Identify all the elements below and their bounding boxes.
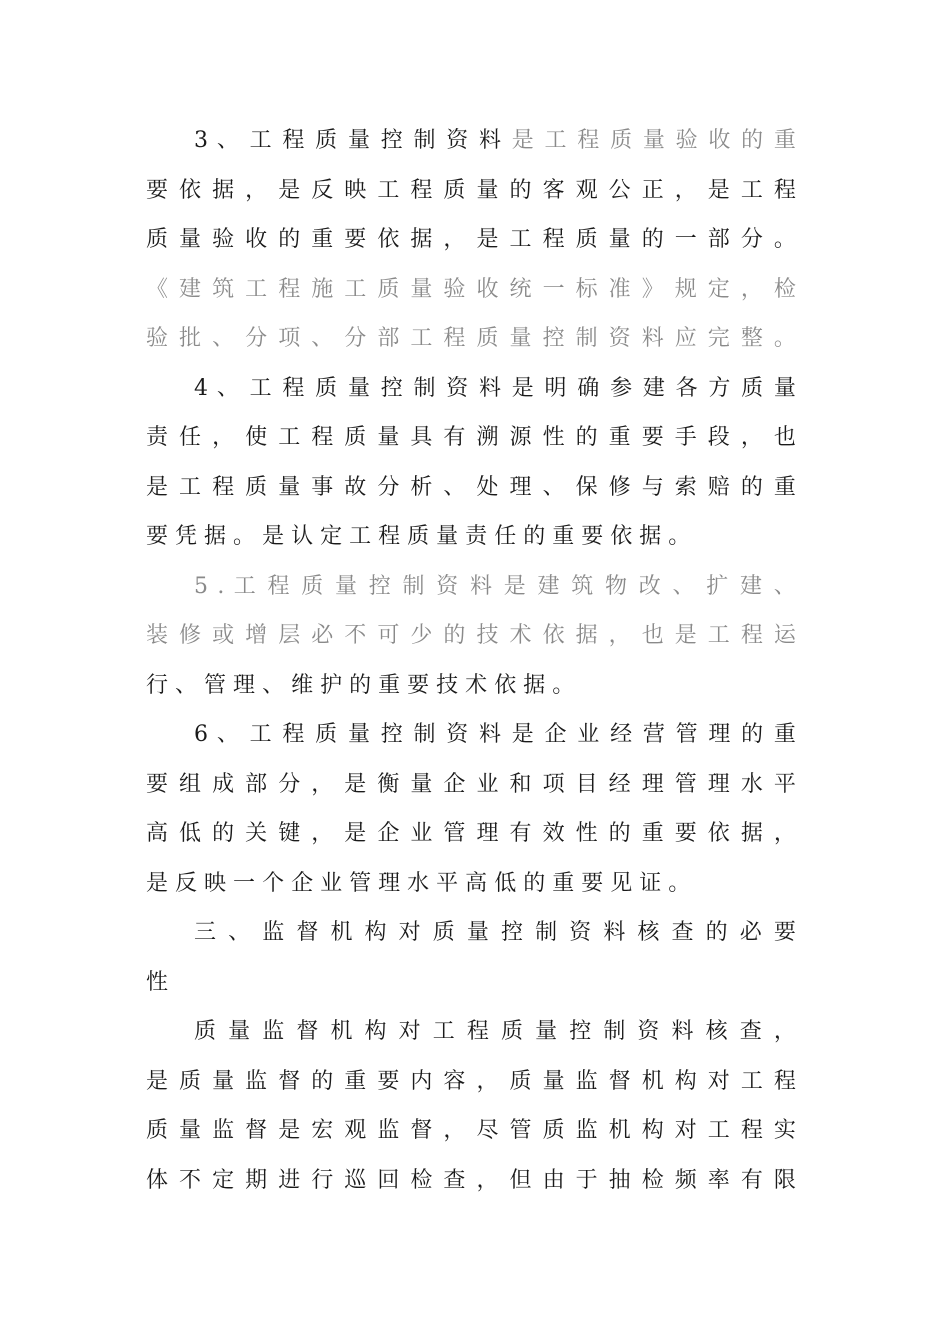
paragraph-6-line-1: 6 、 工 程 质 量 控 制 资 料 是 企 业 经 营 管 理 的 重 [194, 722, 796, 747]
paragraph-7-line-1: 质 量 监 督 机 构 对 工 程 质 量 控 制 资 料 核 查 ， [194, 1019, 796, 1044]
paragraph-4-line-1: 4 、 工 程 质 量 控 制 资 料 是 明 确 参 建 各 方 质 量 [194, 375, 796, 401]
paragraph-3-line-4: 《 建 筑 工 程 施 工 质 量 验 收 统 一 标 准 》 规 定 ， 检 [146, 276, 796, 302]
paragraph-5-line-1: 5 . 工 程 质 量 控 制 资 料 是 建 筑 物 改 、 扩 建 、 [194, 573, 796, 599]
paragraph-3-line-1 [146, 116, 796, 166]
paragraph-7-line-2: 是 质 量 监 督 的 重 要 内 容 ， 质 量 监 督 机 构 对 工 程 [146, 1068, 796, 1094]
paragraph-3-line-5: 验 批 、 分 项 、 分 部 工 程 质 量 控 制 资 料 应 完 整 。 [146, 326, 796, 351]
paragraph-4-line-3: 是 工 程 质 量 事 故 分 析 、 处 理 、 保 修 与 索 赔 的 重 [146, 474, 796, 500]
paragraph-4-line-2: 责 任 ， 使 工 程 质 量 具 有 溯 源 性 的 重 要 手 段 ， 也 [146, 425, 796, 450]
paragraph-5-line-2: 装 修 或 增 层 必 不 可 少 的 技 术 依 据 ， 也 是 工 程 运 [146, 623, 796, 648]
paragraph-5-line-3: 行 、 管 理 、 维 护 的 重 要 技 术 依 据 。 [146, 672, 575, 698]
paragraph-4-line-4: 要 凭 据 。 是 认 定 工 程 质 量 责 任 的 重 要 依 据 。 [146, 524, 691, 549]
section-heading-line-1: 三 、 监 督 机 构 对 质 量 控 制 资 料 核 查 的 必 要 [194, 920, 796, 945]
paragraph-7-line-4: 体 不 定 期 进 行 巡 回 检 查 ， 但 由 于 抽 检 频 率 有 限 [146, 1167, 796, 1193]
document-page [146, 116, 796, 1205]
section-heading-line-2: 性 [146, 969, 169, 995]
paragraph-6-line-2: 要 组 成 部 分 ， 是 衡 量 企 业 和 项 目 经 理 管 理 水 平 [146, 771, 796, 797]
paragraph-6-line-3: 高 低 的 关 键 ， 是 企 业 管 理 有 效 性 的 重 要 依 据 ， [146, 821, 796, 846]
paragraph-7-line-3: 质 量 监 督 是 宏 观 监 督 ， 尽 管 质 监 机 构 对 工 程 实 [146, 1118, 796, 1143]
text-segment-light: 是 工 程 质 量 验 收 的 重 [511, 128, 796, 153]
paragraph-3-line-2: 要 依 据 ， 是 反 映 工 程 质 量 的 客 观 公 正 ， 是 工 程 [146, 177, 796, 203]
text-segment: 3 、 工 程 质 量 控 制 资 料 [194, 128, 503, 153]
paragraph-3-line-3: 质 量 验 收 的 重 要 依 据 ， 是 工 程 质 量 的 一 部 分 。 [146, 227, 796, 252]
paragraph-6-line-4: 是 反 映 一 个 企 业 管 理 水 平 高 低 的 重 要 见 证 。 [146, 870, 691, 896]
